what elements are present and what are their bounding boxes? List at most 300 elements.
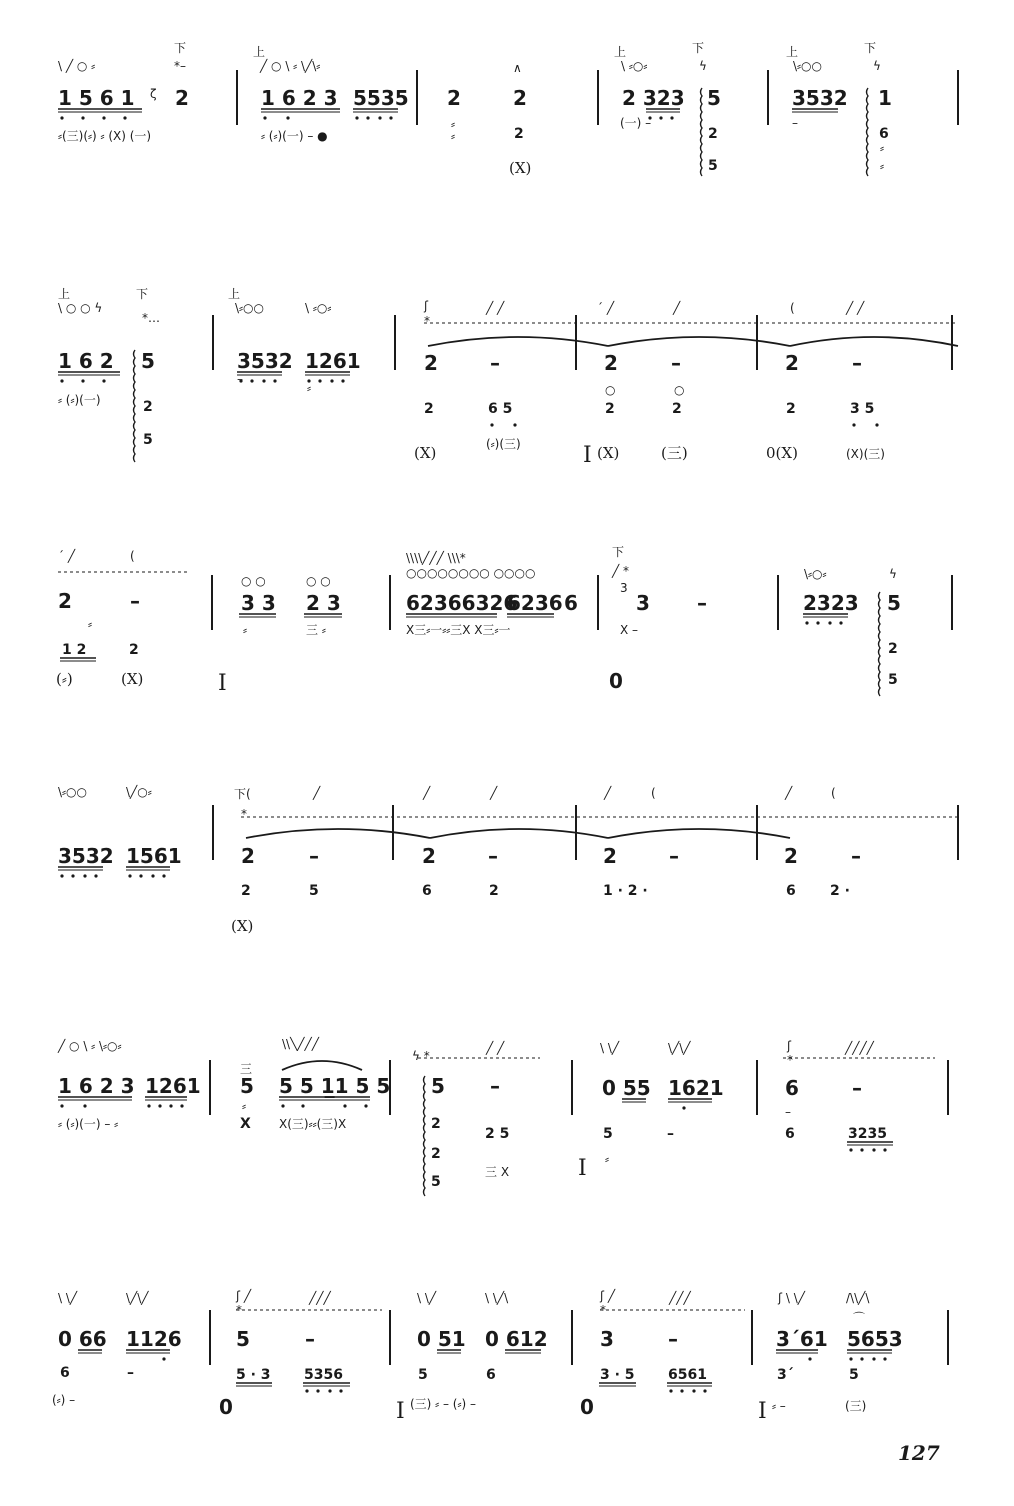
notation-text: 1 6 2 3 [261, 86, 338, 110]
notation-text: 5 [603, 1126, 613, 1142]
phrase-slur [428, 337, 608, 346]
notation-text: (三) [845, 1399, 867, 1413]
notation-text: 6 [785, 1126, 795, 1142]
octave-dot [318, 379, 321, 382]
octave-dot [680, 1389, 683, 1392]
notation-text: ○○○○○○○○ ○○○○ [406, 566, 536, 580]
notation-text: 2 [422, 844, 436, 868]
notation-text: \╱\╱ [668, 1041, 691, 1055]
notation-text: ⸗ [880, 159, 884, 173]
notation-text: ╱ [313, 786, 321, 800]
notation-text: 5653 [847, 1327, 903, 1351]
notation-text: \ \╱ [417, 1291, 437, 1305]
notation-text: ⌒ [853, 1311, 866, 1325]
notation-text: \╱○⸗ [126, 785, 152, 799]
octave-dot [262, 379, 265, 382]
phrase-slur [608, 337, 790, 346]
notation-text: 2 [241, 844, 255, 868]
notation-text: 1 6 2 3 [58, 1074, 135, 1098]
octave-dot [875, 423, 878, 426]
notation-text: ⸗ [242, 1099, 246, 1113]
octave-dot [490, 423, 493, 426]
octave-dot [305, 1389, 308, 1392]
score-row-5 [57, 1036, 948, 1190]
notation-text: 2 323 [622, 86, 685, 110]
notation-text: 6 [785, 1076, 799, 1100]
octave-dot [366, 116, 369, 119]
notation-text: I [578, 1156, 587, 1181]
notation-text: ϟ [699, 59, 707, 73]
notation-text: – [667, 1126, 674, 1142]
notation-text: 2 [424, 351, 438, 375]
octave-dot [513, 423, 516, 426]
notation-text: ╱ ○ \ ⸗ \╱\⸗ [260, 59, 321, 73]
notation-text: 2 [784, 844, 798, 868]
octave-dot [659, 116, 662, 119]
notation-text: ⸗ – [772, 1399, 786, 1413]
notation-text: ⸗ [605, 1152, 609, 1166]
notation-text: 1261 [145, 1074, 201, 1098]
octave-dot [849, 1148, 852, 1151]
octave-dot [151, 874, 154, 877]
notation-text: 62366326 [406, 591, 518, 615]
notation-text: 6236 [507, 591, 563, 615]
octave-dot [281, 1104, 284, 1107]
phrase-slur [430, 829, 608, 838]
chord-brace [134, 350, 136, 462]
notation-text: 下 [864, 41, 877, 55]
notation-text: ╱ ╱ [846, 301, 865, 315]
notation-text: 1 · 2 · [603, 883, 648, 899]
score-row-2 [58, 286, 952, 468]
notation-text: 5 [431, 1174, 441, 1190]
notation-text: ⸗ [451, 129, 455, 143]
octave-dot [330, 379, 333, 382]
notation-text: \╱\╱ [126, 1291, 149, 1305]
notation-text: – [852, 351, 862, 375]
notation-text: ʃ ╱ [236, 1289, 252, 1303]
notation-text: ○ ○ [241, 574, 266, 588]
notation-text: 2 [129, 642, 139, 658]
notation-text: 5356 [304, 1367, 343, 1383]
notation-text: – [237, 372, 243, 386]
octave-dot [180, 1104, 183, 1107]
notation-text: 2 [786, 401, 796, 417]
notation-text: – [852, 1076, 862, 1100]
notation-text: 5 [143, 432, 153, 448]
chord-brace [879, 592, 881, 696]
notation-text: 0 51 [417, 1327, 466, 1351]
notation-text: (⸗) – [52, 1393, 76, 1407]
notation-text: 5 [236, 1327, 250, 1351]
notation-text: (三) [661, 444, 688, 462]
octave-dot [169, 1104, 172, 1107]
notation-text: 3ˊ [777, 1367, 794, 1383]
notation-text: 2 [489, 883, 499, 899]
notation-text: (⸗)(三) [486, 437, 521, 451]
notation-text: ○ ○ [306, 574, 331, 588]
octave-dot [250, 379, 253, 382]
notation-text: 6 [564, 591, 578, 615]
octave-dot [158, 1104, 161, 1107]
octave-dot [816, 621, 819, 624]
notation-text: * [241, 807, 247, 821]
notation-text: ⸗ (⸗)(一) [58, 393, 101, 407]
notation-text: – [490, 1074, 500, 1098]
notation-text: 5 [418, 1367, 428, 1383]
notation-text: 3532 [237, 349, 293, 373]
notation-text: \⸗○○ [235, 301, 264, 315]
score-row-4 [58, 784, 958, 935]
notation-text: 5 [888, 672, 898, 688]
notation-text: 5 · 3 [236, 1367, 271, 1383]
notation-text: (一) – [620, 116, 652, 130]
octave-dot [883, 1357, 886, 1360]
notation-text: 2 [603, 844, 617, 868]
notation-text: ╱ [604, 786, 612, 800]
notation-text: 上 [614, 45, 627, 59]
notation-text: 3 [600, 1327, 614, 1351]
notation-text: 2 [58, 589, 72, 613]
chord-brace [701, 88, 703, 176]
notation-text: 6 [422, 883, 432, 899]
octave-dot [389, 116, 392, 119]
octave-dot [102, 379, 105, 382]
notation-text: ( [651, 786, 656, 800]
notation-text: – [490, 351, 500, 375]
notation-text: 2 [672, 401, 682, 417]
octave-dot [805, 621, 808, 624]
notation-text: 2 [604, 351, 618, 375]
notation-text: ○ [674, 383, 685, 397]
notation-text: 3 · 5 [600, 1367, 635, 1383]
notation-text: 2 [708, 126, 718, 142]
notation-text: – [309, 844, 319, 868]
notation-text: 2 [447, 86, 461, 110]
notation-text: ʃ [424, 299, 429, 313]
notation-text: ╱ [785, 786, 793, 800]
octave-dot [839, 621, 842, 624]
notation-text: ʃ ╱ [600, 1289, 616, 1303]
notation-text: \⸗○⸗ [804, 567, 827, 581]
notation-text: 1561 [126, 844, 182, 868]
octave-dot [147, 1104, 150, 1107]
notation-text: 5 [309, 883, 319, 899]
notation-text: 5 [141, 349, 155, 373]
notation-text: 下 [136, 287, 149, 301]
notation-text: * [424, 314, 430, 328]
octave-dot [883, 1148, 886, 1151]
notation-text: ʃ [787, 1039, 792, 1053]
notation-text: ╱ [490, 786, 498, 800]
notation-text: /\\╱\ [846, 1291, 870, 1305]
notation-text: 6 [486, 1367, 496, 1383]
notation-text: 2 [513, 86, 527, 110]
notation-text: (X) [414, 444, 437, 462]
notation-text: 5535 [353, 86, 409, 110]
octave-dot [872, 1148, 875, 1151]
notation-text: ╱ ╱ [486, 301, 505, 315]
notation-text: 下( [234, 787, 251, 801]
notation-text: 1 [878, 86, 892, 110]
notation-text: 2 · [830, 883, 850, 899]
notation-text: 2323 [803, 591, 859, 615]
notation-text: \ \╱ [58, 1291, 78, 1305]
octave-dot [852, 423, 855, 426]
notation-text: 0 66 [58, 1327, 107, 1351]
notation-text: 3 [620, 581, 628, 595]
notation-text: 2 [431, 1116, 441, 1132]
notation-text: 3 5 [850, 401, 875, 417]
octave-dot [328, 1389, 331, 1392]
notation-text: \ ⸗○⸗ [621, 59, 648, 73]
score-row-6 [52, 1288, 948, 1424]
octave-dot [860, 1357, 863, 1360]
score-row-3 [56, 545, 952, 696]
page-number: 127 [898, 1441, 940, 1465]
octave-dot [83, 874, 86, 877]
phrase-slur [246, 829, 430, 838]
notation-text: 0(X) [766, 444, 798, 462]
notation-text: – [488, 844, 498, 868]
chord-brace [867, 88, 869, 176]
octave-dot [60, 379, 63, 382]
notation-text: 上 [228, 287, 241, 301]
notation-text: ( [831, 786, 836, 800]
notation-text: 5 [707, 86, 721, 110]
phrase-slur [282, 1061, 362, 1070]
notation-text: ⸗ [88, 617, 92, 631]
notation-text: \ ╱ ○ ⸗ [58, 59, 96, 73]
octave-dot [872, 1357, 875, 1360]
octave-dot [364, 1104, 367, 1107]
notation-text: ╱ [673, 301, 681, 315]
octave-dot [162, 1357, 165, 1360]
notation-text: X – [620, 623, 639, 637]
notation-text: 上 [786, 45, 799, 59]
notation-text: ϟ [873, 59, 881, 73]
notation-text: *… [142, 311, 160, 325]
notation-text: ζ [150, 87, 157, 101]
notation-text: – [851, 844, 861, 868]
notation-text: \ ⸗○⸗ [305, 301, 332, 315]
notation-text: \⸗○○ [793, 59, 822, 73]
notation-text: – [792, 116, 798, 130]
notation-text: – [305, 1327, 315, 1351]
notation-text: – [671, 351, 681, 375]
notation-text: \\╲╱╱╱ [282, 1037, 319, 1051]
notation-text: \\\\╱╱╱ \\\* [406, 551, 466, 565]
octave-dot [703, 1389, 706, 1392]
octave-dot [301, 1104, 304, 1107]
notation-text: ˊ ╱ [58, 549, 76, 563]
octave-dot [316, 1389, 319, 1392]
octave-dot [83, 1104, 86, 1107]
notation-text: * [600, 1303, 606, 1317]
notation-text: 6561 [668, 1367, 707, 1383]
notation-text: * [236, 1303, 242, 1317]
notation-text: ⸗ (⸗)(一) – ● [261, 129, 328, 143]
notation-text: 3 3 [241, 591, 276, 615]
notation-text: – [127, 1365, 134, 1381]
notation-text: (X) [509, 159, 532, 177]
notation-text: (X) [121, 670, 144, 688]
notation-text: ⸗ [243, 623, 247, 637]
notation-text: 5 [887, 591, 901, 615]
notation-text: 6 [60, 1365, 70, 1381]
notation-text: ╱╱╱ [309, 1291, 331, 1305]
notation-text: ╱ ○ \ ⸗ \⸗○⸗ [58, 1039, 122, 1053]
octave-dot [286, 116, 289, 119]
notation-text: 上 [58, 287, 71, 301]
notation-text: 2 3 [306, 591, 341, 615]
notation-text: I [583, 443, 592, 468]
octave-dot [162, 874, 165, 877]
notation-text: 下 [612, 545, 625, 559]
notation-text: \ \╱ [600, 1041, 620, 1055]
octave-dot [139, 874, 142, 877]
notation-text: ( [790, 301, 795, 315]
notation-text: 三 [240, 1062, 253, 1076]
notation-text: 2 [241, 883, 251, 899]
notation-text: 5 5 1̲1 5 5 [279, 1074, 391, 1098]
notation-text: 1261 [305, 349, 361, 373]
phrase-slur [608, 829, 790, 838]
score-row-1 [58, 41, 958, 177]
notation-text: 3ˊ61 [776, 1327, 828, 1351]
notation-text: I [396, 1399, 405, 1424]
notation-text: 0 612 [485, 1327, 548, 1351]
octave-dot [682, 1106, 685, 1109]
notation-text: ⸗ [880, 141, 884, 155]
notation-text: ⸗ (⸗)(一) – ⸗ [58, 1117, 119, 1131]
octave-dot [669, 1389, 672, 1392]
octave-dot [860, 1148, 863, 1151]
notation-text: 2 [785, 351, 799, 375]
notation-text: \ ○ ○ ϟ [58, 301, 103, 315]
octave-dot [60, 874, 63, 877]
notation-text: 0 [219, 1395, 233, 1419]
notation-text: 6 5 [488, 401, 513, 417]
octave-dot [828, 621, 831, 624]
octave-dot [60, 1104, 63, 1107]
notation-text: ˊ ╱ [597, 301, 615, 315]
notation-text: 2 [431, 1146, 441, 1162]
notation-text: 2 [424, 401, 434, 417]
octave-dot [343, 1104, 346, 1107]
octave-dot [128, 874, 131, 877]
notation-text: 2 5 [485, 1126, 510, 1142]
notation-text: 3532 [58, 844, 114, 868]
notation-text: ╱╱╱╱ [845, 1041, 874, 1055]
notation-text: ⸗ [307, 381, 311, 395]
notation-text: ϟ * [412, 1049, 430, 1063]
notation-text: 1621 [668, 1076, 724, 1100]
notation-text: 2 [605, 401, 615, 417]
notation-text: X三⸗一⸗⸗三X X三⸗一 [406, 623, 511, 637]
octave-dot [60, 116, 63, 119]
phrase-slur [790, 337, 958, 346]
octave-dot [81, 116, 84, 119]
notation-text: ╱ * [612, 564, 630, 578]
notation-text: ╱ ╱ [486, 1041, 505, 1055]
notation-text: 三 X [485, 1165, 510, 1179]
notation-text: 6 [879, 126, 889, 142]
notation-text: – [668, 1327, 678, 1351]
notation-text: ( [130, 549, 135, 563]
notation-text: \⸗○○ [58, 785, 87, 799]
octave-dot [355, 116, 358, 119]
notation-text: (X)(三) [846, 447, 885, 461]
notation-text: \ \╱\ [485, 1291, 509, 1305]
notation-text: 1 2 [62, 642, 87, 658]
notation-text: 三 ⸗ [306, 623, 326, 637]
notation-text: 3532 [792, 86, 848, 110]
notation-text: 1 6 2 [58, 349, 114, 373]
notation-text: 6 [786, 883, 796, 899]
notation-text: ⸗(三)(⸗) ⸗ (X) (一) [58, 129, 152, 143]
octave-dot [94, 874, 97, 877]
octave-dot [692, 1389, 695, 1392]
notation-text: 0 [580, 1395, 594, 1419]
octave-dot [378, 116, 381, 119]
notation-text: 3235 [848, 1126, 887, 1142]
notation-text: 5 [431, 1074, 445, 1098]
notation-text: 0 [609, 669, 623, 693]
octave-dot [273, 379, 276, 382]
octave-dot [71, 874, 74, 877]
notation-text: – [130, 589, 140, 613]
octave-dot [263, 116, 266, 119]
notation-text: ϟ [889, 567, 897, 581]
notation-text: 2 [175, 86, 189, 110]
notation-text: 1126 [126, 1327, 182, 1351]
notation-text: (X) [597, 444, 620, 462]
notation-text: 5 [849, 1367, 859, 1383]
octave-dot [102, 116, 105, 119]
octave-dot [670, 116, 673, 119]
notation-text: 下 [692, 41, 705, 55]
score-systems [52, 41, 958, 1424]
notation-text: – [669, 844, 679, 868]
notation-text: 下 [174, 41, 187, 55]
notation-text: 5 [240, 1074, 254, 1098]
notation-text: ʃ \ \╱ [778, 1291, 805, 1305]
notation-text: I [218, 671, 227, 696]
notation-text: 5 [708, 158, 718, 174]
notation-text: 3 [636, 591, 650, 615]
notation-text: ╱ [423, 786, 431, 800]
notation-text: 2 [514, 126, 524, 142]
notation-text: ⸗ [451, 117, 455, 131]
notation-text: 2 [888, 641, 898, 657]
notation-text: ∧ [513, 61, 522, 75]
notation-text: * [787, 1053, 793, 1067]
notation-text: ○ [605, 383, 616, 397]
notation-text: 2 [143, 399, 153, 415]
notation-text: 0 55 [602, 1076, 651, 1100]
octave-dot [339, 1389, 342, 1392]
notation-text: (⸗) [56, 670, 73, 688]
octave-dot [123, 116, 126, 119]
notation-text: X [240, 1116, 251, 1132]
notation-text: *– [174, 59, 186, 73]
notation-text: I [758, 1399, 767, 1424]
octave-dot [849, 1357, 852, 1360]
octave-dot [341, 379, 344, 382]
notation-text: – [785, 1105, 791, 1119]
octave-dot [808, 1357, 811, 1360]
